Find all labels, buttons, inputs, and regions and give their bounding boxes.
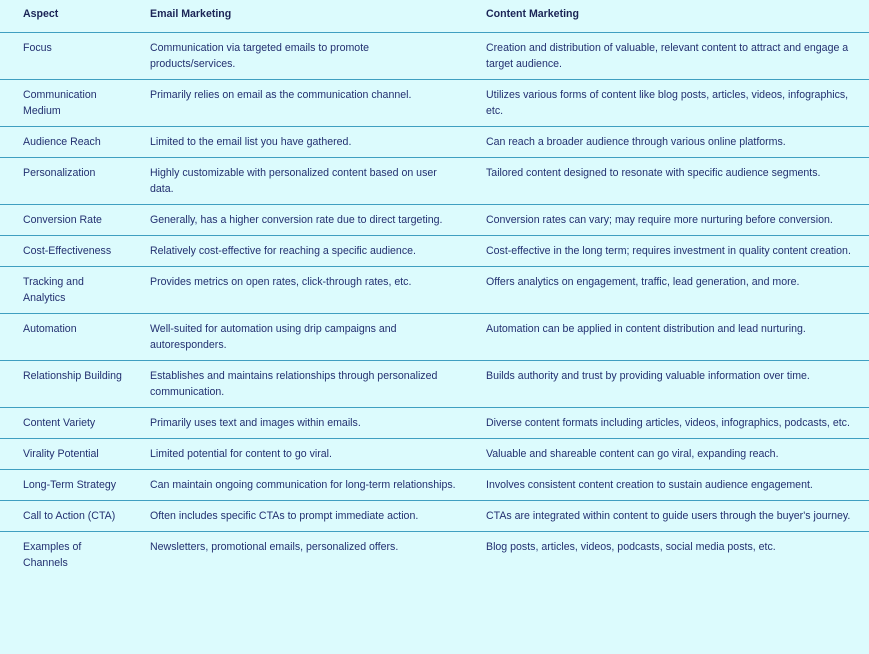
content-marketing-cell: Valuable and shareable content can go viral, expanding reach.: [463, 438, 869, 469]
content-marketing-cell: Tailored content designed to resonate with specific audience segments.: [463, 157, 869, 204]
table-row: [0, 204, 869, 235]
content-marketing-cell: Blog posts, articles, videos, podcasts, social media posts, etc.: [486, 540, 776, 553]
table-row: [0, 469, 869, 500]
content-marketing-cell: CTAs are integrated within content to guide users through the buyer's journey.: [463, 500, 869, 531]
table-row: [0, 235, 869, 266]
column-header-aspect: Aspect: [0, 0, 127, 32]
email-marketing-cell: Limited to the email list you have gathered.: [127, 126, 463, 157]
aspect-cell: Call to Action (CTA): [0, 500, 127, 531]
table-row: [0, 313, 869, 360]
email-marketing-cell: Well-suited for automation using drip campaigns and autoresponders.: [127, 313, 463, 360]
table-row: [0, 266, 869, 313]
aspect-cell: Communication Medium: [0, 79, 127, 126]
table-row: [0, 32, 869, 79]
aspect-cell: Relationship Building: [0, 360, 127, 407]
email-marketing-cell: Can maintain ongoing communication for long-term relationships.: [127, 469, 463, 500]
aspect-cell: Long-Term Strategy: [0, 469, 127, 500]
content-marketing-cell: Involves consistent content creation to sustain audience engagement.: [463, 469, 869, 500]
column-header-content-marketing: Content Marketing: [463, 0, 869, 32]
content-marketing-cell: Automation can be applied in content distribution and lead nurturing.: [463, 313, 869, 360]
email-marketing-cell: Generally, has a higher conversion rate due to direct targeting.: [127, 204, 463, 235]
aspect-cell: Audience Reach: [0, 126, 127, 157]
email-marketing-cell: Provides metrics on open rates, click-through rates, etc.: [127, 266, 463, 313]
table-row: [0, 531, 869, 578]
email-marketing-cell: Establishes and maintains relationships through personalized communication.: [127, 360, 463, 407]
aspect-cell: Conversion Rate: [0, 204, 127, 235]
content-marketing-cell: Creation and distribution of valuable, relevant content to attract and engage a target audience.: [463, 32, 869, 79]
content-marketing-cell: Utilizes various forms of content like blog posts, articles, videos, infographics, etc.: [463, 79, 869, 126]
email-marketing-cell: Primarily relies on email as the communication channel.: [127, 79, 463, 126]
table-row: [0, 438, 869, 469]
content-marketing-cell: Can reach a broader audience through various online platforms.: [463, 126, 869, 157]
aspect-cell: Automation: [0, 313, 127, 360]
content-marketing-cell: Offers analytics on engagement, traffic, lead generation, and more.: [463, 266, 869, 313]
email-marketing-cell: Limited potential for content to go viral.: [127, 438, 463, 469]
content-marketing-cell: Cost-effective in the long term; requires investment in quality content creation.: [463, 235, 869, 266]
table-header-row: [0, 0, 869, 32]
aspect-cell: Examples of Channels: [23, 540, 82, 569]
aspect-cell: Focus: [0, 32, 127, 79]
email-marketing-cell: Newsletters, promotional emails, personalized offers.: [150, 540, 399, 553]
aspect-cell: Cost-Effectiveness: [0, 235, 127, 266]
table-row: [0, 500, 869, 531]
table-row: [0, 126, 869, 157]
table-row: [0, 360, 869, 407]
aspect-cell: Content Variety: [0, 407, 127, 438]
column-header-email-marketing: Email Marketing: [127, 0, 463, 32]
email-marketing-cell: Primarily uses text and images within emails.: [127, 407, 463, 438]
table-row: [0, 407, 869, 438]
content-marketing-cell: Diverse content formats including articles, videos, infographics, podcasts, etc.: [463, 407, 869, 438]
email-marketing-cell: Communication via targeted emails to promote products/services.: [127, 32, 463, 79]
content-marketing-cell: Conversion rates can vary; may require more nurturing before conversion.: [463, 204, 869, 235]
aspect-cell: Personalization: [0, 157, 127, 204]
email-marketing-cell: Highly customizable with personalized content based on user data.: [127, 157, 463, 204]
email-marketing-cell: Relatively cost-effective for reaching a specific audience.: [127, 235, 463, 266]
aspect-cell: Virality Potential: [0, 438, 127, 469]
table-row: [0, 157, 869, 204]
email-marketing-cell: Often includes specific CTAs to prompt immediate action.: [127, 500, 463, 531]
table-row: [0, 79, 869, 126]
aspect-cell: Tracking and Analytics: [0, 266, 127, 313]
content-marketing-cell: Builds authority and trust by providing valuable information over time.: [463, 360, 869, 407]
